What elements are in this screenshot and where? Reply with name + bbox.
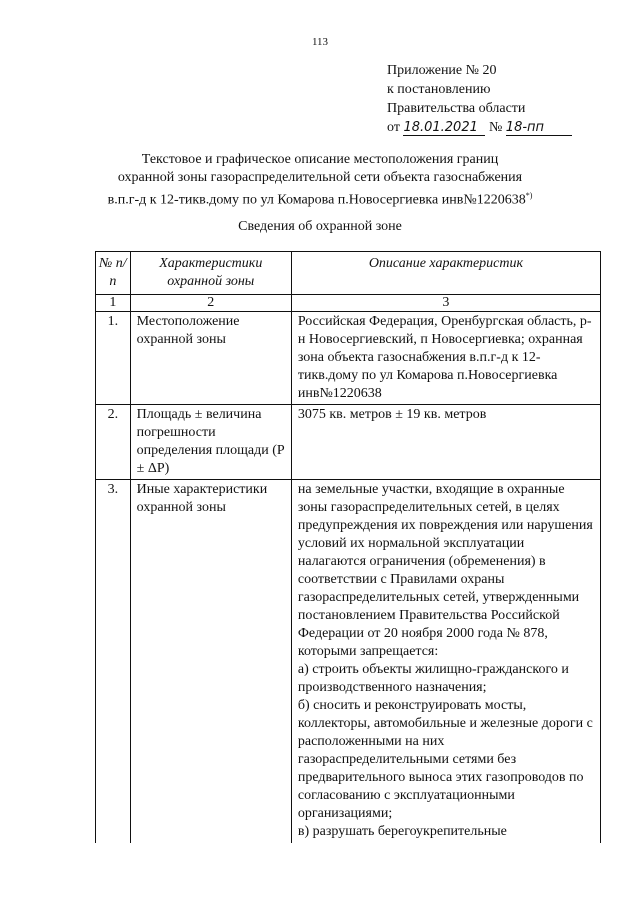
header-cell: Характеристики охранной зоны	[130, 252, 291, 295]
restriction-item: б) сносить и реконструировать мосты, коллекторы, автомобильные и железные дороги с расположенными на них газораспределительными сетями без предварительного выноса этих газопроводов по согласованию с эксплуатационными организациями;	[297, 698, 593, 821]
header-cell: Описание характеристик	[291, 252, 600, 295]
zone-info-table	[95, 251, 601, 843]
appendix-date-line	[387, 118, 572, 137]
row-description-cell: Российская Федерация, Оренбургская область, р-н Новосергиевский, п Новосергиевка; охранная зона объекта газоснабжения в.п.г-д к 12-тикв.дому по ул Комарова п.Новосергиевка инв№1220638	[291, 312, 600, 405]
column-number-row	[96, 295, 601, 312]
title-line-text: в.п.г-д к 12-тикв.дому по ул Комарова п.Новосергиевка инв№1220638	[107, 192, 526, 208]
header-cell: № п/п	[96, 252, 131, 295]
footnote-mark: *)	[525, 191, 533, 200]
row-number-cell: 2.	[96, 405, 131, 480]
table-row	[96, 312, 601, 405]
restriction-item: а) строить объекты жилищно-гражданского и производственного назначения;	[297, 662, 569, 695]
title-line	[0, 187, 640, 210]
appendix-line: к постановлению	[387, 82, 491, 97]
appendix-line: Правительства области	[387, 101, 526, 116]
row-name-cell: Площадь ± величина погрешности определения площади (Р ± ΔР)	[130, 405, 291, 480]
table-row	[96, 480, 601, 844]
row-description-cell	[291, 480, 600, 844]
title-line: охранной зоны газораспределительной сети объекта газоснабжения	[117, 170, 523, 185]
row-description-cell: 3075 кв. метров ± 19 кв. метров	[291, 405, 600, 480]
column-number-cell: 3	[291, 295, 600, 312]
document-title	[0, 151, 640, 210]
row-name-cell: Иные характеристики охранной зоны	[130, 480, 291, 844]
number-label: №	[488, 120, 503, 135]
row-number-cell: 3.	[96, 480, 131, 844]
description-paragraph: на земельные участки, входящие в охранные зоны газораспределительных сетей, в целях предупреждения их повреждения или нарушения условий их нормальной эксплуатации налагаются ограничения (обременения) в соответствии с Правилами охраны газораспределительных сетей, утвержденными постановлением Правительства Российской Федерации от 20 ноября 2000 года № 878, которыми запрещается:	[297, 482, 593, 659]
date-prefix: от	[387, 120, 400, 135]
page-number: 113	[311, 36, 329, 48]
table-row	[96, 405, 601, 480]
column-number-cell: 1	[96, 295, 131, 312]
table-header-row	[96, 252, 601, 295]
column-number-cell: 2	[130, 295, 291, 312]
handwritten-number: 18-пп	[506, 121, 572, 136]
appendix-line: Приложение № 20	[387, 63, 497, 78]
row-number-cell: 1.	[96, 312, 131, 405]
row-name-cell: Местоположение охранной зоны	[130, 312, 291, 405]
restriction-item: в) разрушать берегоукрепительные	[297, 824, 507, 839]
appendix-block	[387, 61, 572, 137]
section-subtitle: Сведения об охранной зоне	[238, 219, 402, 234]
title-line: Текстовое и графическое описание местоположения границ	[141, 152, 499, 167]
handwritten-date: 18.01.2021	[403, 121, 485, 136]
